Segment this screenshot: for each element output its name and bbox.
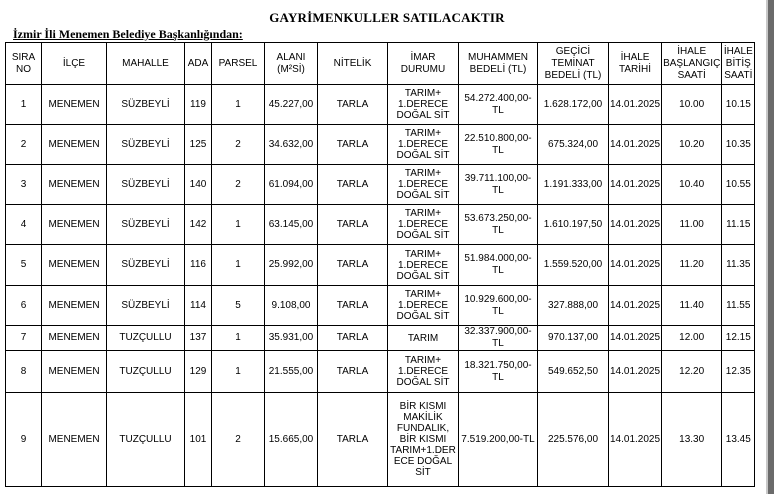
cell-mahalle: SÜZBEYLİ [107, 125, 185, 165]
cell-tarih: 14.01.2025 [609, 286, 662, 326]
header-tarih: İHALE TARİHİ [609, 43, 662, 85]
cell-tarih: 14.01.2025 [609, 205, 662, 245]
cell-baslangic: 11.00 [662, 205, 722, 245]
cell-imar: TARIM+ 1.DERECE DOĞAL SİT [388, 205, 459, 245]
cell-parsel: 1 [212, 85, 265, 125]
cell-baslangic: 11.20 [662, 245, 722, 286]
cell-muhammen: 51.984.000,00-TL [459, 245, 538, 286]
cell-tarih: 14.01.2025 [609, 165, 662, 205]
cell-ilce: MENEMEN [42, 286, 107, 326]
cell-muhammen: 10.929.600,00-TL [459, 286, 538, 326]
table-row [6, 165, 755, 205]
header-mahalle: MAHALLE [107, 43, 185, 85]
cell-ilce: MENEMEN [42, 165, 107, 205]
cell-parsel: 2 [212, 125, 265, 165]
cell-alani: 9.108,00 [265, 286, 318, 326]
cell-sira: 8 [6, 351, 42, 393]
cell-imar: TARIM+ 1.DERECE DOĞAL SİT [388, 165, 459, 205]
cell-ada: 137 [185, 326, 212, 351]
cell-teminat: 327.888,00 [538, 286, 609, 326]
header-alani: ALANI (M²Sİ) [265, 43, 318, 85]
cell-teminat: 1.191.333,00 [538, 165, 609, 205]
table-row [6, 286, 755, 326]
property-table [5, 42, 755, 487]
cell-nitelik: TARLA [318, 165, 388, 205]
cell-sira: 6 [6, 286, 42, 326]
cell-teminat: 225.576,00 [538, 393, 609, 487]
cell-muhammen: 39.711.100,00-TL [459, 165, 538, 205]
cell-ada: 116 [185, 245, 212, 286]
cell-nitelik: TARLA [318, 85, 388, 125]
cell-ada: 129 [185, 351, 212, 393]
cell-sira: 4 [6, 205, 42, 245]
cell-sira: 3 [6, 165, 42, 205]
cell-sira: 2 [6, 125, 42, 165]
header-sira: SIRA NO [6, 43, 42, 85]
table-row [6, 393, 755, 487]
cell-tarih: 14.01.2025 [609, 326, 662, 351]
cell-alani: 45.227,00 [265, 85, 318, 125]
header-teminat: GEÇİCİ TEMİNAT BEDELİ (TL) [538, 43, 609, 85]
cell-nitelik: TARLA [318, 245, 388, 286]
cell-tarih: 14.01.2025 [609, 351, 662, 393]
header-bitis: İHALE BİTİŞ SAATİ [722, 43, 755, 85]
cell-alani: 15.665,00 [265, 393, 318, 487]
cell-teminat: 1.628.172,00 [538, 85, 609, 125]
cell-teminat: 549.652,50 [538, 351, 609, 393]
table-row [6, 85, 755, 125]
cell-tarih: 14.01.2025 [609, 393, 662, 487]
cell-imar: TARIM+ 1.DERECE DOĞAL SİT [388, 351, 459, 393]
cell-parsel: 2 [212, 393, 265, 487]
cell-bitis: 12.15 [722, 326, 755, 351]
cell-nitelik: TARLA [318, 286, 388, 326]
cell-bitis: 11.15 [722, 205, 755, 245]
table-row [6, 326, 755, 351]
cell-bitis: 11.35 [722, 245, 755, 286]
table-row [6, 205, 755, 245]
scrollbar[interactable] [768, 0, 774, 494]
cell-alani: 25.992,00 [265, 245, 318, 286]
cell-teminat: 1.559.520,00 [538, 245, 609, 286]
cell-mahalle: SÜZBEYLİ [107, 245, 185, 286]
header-ada: ADA [185, 43, 212, 85]
cell-mahalle: SÜZBEYLİ [107, 286, 185, 326]
cell-muhammen: 7.519.200,00-TL [459, 393, 538, 487]
cell-baslangic: 12.20 [662, 351, 722, 393]
cell-muhammen: 53.673.250,00-TL [459, 205, 538, 245]
cell-imar: TARIM+ 1.DERECE DOĞAL SİT [388, 286, 459, 326]
cell-tarih: 14.01.2025 [609, 245, 662, 286]
cell-ilce: MENEMEN [42, 245, 107, 286]
cell-muhammen: 22.510.800,00-TL [459, 125, 538, 165]
cell-ilce: MENEMEN [42, 326, 107, 351]
table-row [6, 351, 755, 393]
cell-teminat: 675.324,00 [538, 125, 609, 165]
cell-imar: TARIM+ 1.DERECE DOĞAL SİT [388, 125, 459, 165]
header-parsel: PARSEL [212, 43, 265, 85]
cell-mahalle: SÜZBEYLİ [107, 85, 185, 125]
cell-mahalle: SÜZBEYLİ [107, 165, 185, 205]
cell-parsel: 1 [212, 351, 265, 393]
cell-alani: 61.094,00 [265, 165, 318, 205]
cell-sira: 1 [6, 85, 42, 125]
cell-baslangic: 12.00 [662, 326, 722, 351]
cell-ada: 101 [185, 393, 212, 487]
header-muhammen: MUHAMMEN BEDELİ (TL) [459, 43, 538, 85]
cell-muhammen: 54.272.400,00-TL [459, 85, 538, 125]
cell-ada: 125 [185, 125, 212, 165]
cell-alani: 63.145,00 [265, 205, 318, 245]
cell-ilce: MENEMEN [42, 125, 107, 165]
header-nitelik: NİTELİK [318, 43, 388, 85]
cell-parsel: 1 [212, 205, 265, 245]
cell-mahalle: TUZÇULLU [107, 326, 185, 351]
cell-ada: 114 [185, 286, 212, 326]
header-imar: İMAR DURUMU [388, 43, 459, 85]
cell-mahalle: TUZÇULLU [107, 393, 185, 487]
cell-bitis: 10.15 [722, 85, 755, 125]
table-row [6, 125, 755, 165]
cell-alani: 35.931,00 [265, 326, 318, 351]
cell-imar: TARIM+ 1.DERECE DOĞAL SİT [388, 85, 459, 125]
cell-ilce: MENEMEN [42, 351, 107, 393]
cell-bitis: 10.55 [722, 165, 755, 205]
cell-parsel: 5 [212, 286, 265, 326]
header-baslangic: İHALE BAŞLANGIÇ SAATİ [662, 43, 722, 85]
cell-nitelik: TARLA [318, 326, 388, 351]
cell-ilce: MENEMEN [42, 205, 107, 245]
document-subtitle: İzmir İli Menemen Belediye Başkanlığından: [13, 27, 243, 41]
cell-bitis: 10.35 [722, 125, 755, 165]
cell-bitis: 12.35 [722, 351, 755, 393]
cell-parsel: 1 [212, 245, 265, 286]
cell-baslangic: 11.40 [662, 286, 722, 326]
cell-sira: 7 [6, 326, 42, 351]
cell-tarih: 14.01.2025 [609, 85, 662, 125]
cell-mahalle: SÜZBEYLİ [107, 205, 185, 245]
table-row [6, 245, 755, 286]
cell-ada: 142 [185, 205, 212, 245]
cell-nitelik: TARLA [318, 351, 388, 393]
cell-mahalle: TUZÇULLU [107, 351, 185, 393]
header-ilce: İLÇE [42, 43, 107, 85]
cell-teminat: 1.610.197,50 [538, 205, 609, 245]
cell-nitelik: TARLA [318, 205, 388, 245]
cell-sira: 5 [6, 245, 42, 286]
cell-baslangic: 13.30 [662, 393, 722, 487]
cell-imar: TARIM+ 1.DERECE DOĞAL SİT [388, 245, 459, 286]
cell-muhammen: 18.321.750,00-TL [459, 351, 538, 393]
cell-ilce: MENEMEN [42, 85, 107, 125]
cell-sira: 9 [6, 393, 42, 487]
cell-ada: 140 [185, 165, 212, 205]
cell-ada: 119 [185, 85, 212, 125]
cell-parsel: 1 [212, 326, 265, 351]
cell-imar: TARIM [388, 326, 459, 351]
cell-baslangic: 10.00 [662, 85, 722, 125]
cell-parsel: 2 [212, 165, 265, 205]
cell-tarih: 14.01.2025 [609, 125, 662, 165]
cell-alani: 34.632,00 [265, 125, 318, 165]
cell-alani: 21.555,00 [265, 351, 318, 393]
cell-teminat: 970.137,00 [538, 326, 609, 351]
cell-bitis: 13.45 [722, 393, 755, 487]
cell-muhammen: 32.337.900,00-TL [459, 326, 538, 351]
cell-nitelik: TARLA [318, 393, 388, 487]
document-title: GAYRİMENKULLER SATILACAKTIR [269, 10, 505, 25]
cell-baslangic: 10.40 [662, 165, 722, 205]
cell-nitelik: TARLA [318, 125, 388, 165]
cell-imar: BİR KISMI MAKİLİK FUNDALIK, BİR KISMI TARIM+1.DER ECE DOĞAL SİT [388, 393, 459, 487]
cell-bitis: 11.55 [722, 286, 755, 326]
cell-baslangic: 10.20 [662, 125, 722, 165]
cell-ilce: MENEMEN [42, 393, 107, 487]
table-header-row [6, 43, 755, 85]
